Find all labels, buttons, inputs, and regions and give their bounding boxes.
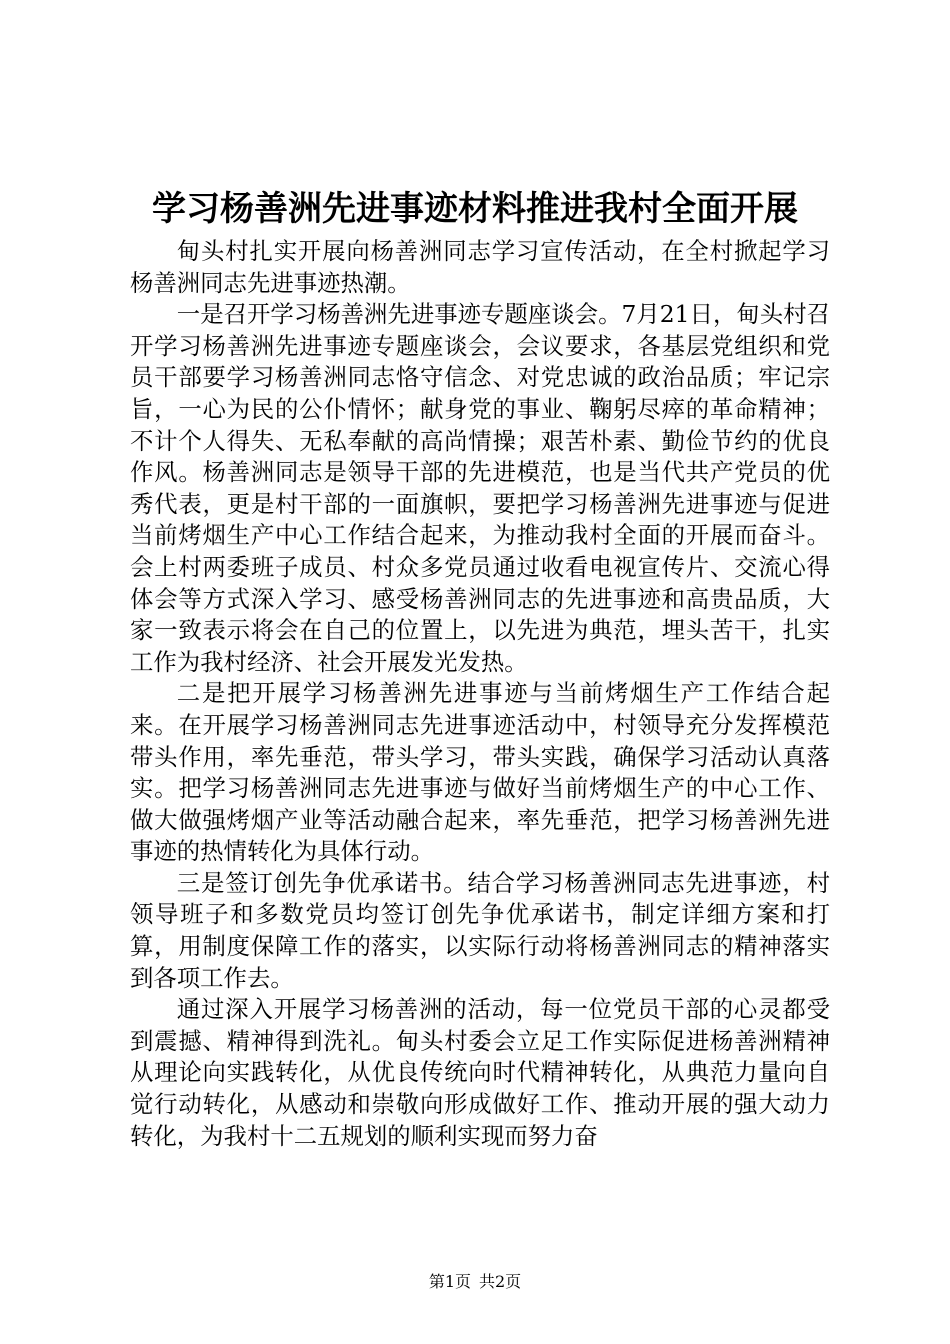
document-title: 学习杨善洲先进事迹材料推进我村全面开展	[152, 189, 798, 229]
paragraph-first-measure: 一是召开学习杨善洲先进事迹专题座谈会。7月21日，甸头村召开学习杨善洲先进事迹专题座谈会，会议要求，各基层党组织和党员干部要学习杨善洲同志恪守信念、对党忠诚的政治品质；牢记宗旨，一心为民的公仆情怀；献身党的事业、鞠躬尽瘁的革命精神；不计个人得失、无私奉献的高尚情操；艰苦朴素、勤俭节约的优良作风。杨善洲同志是领导干部的先进模范，也是当代共产党员的优秀代表，更是村干部的一面旗帜，要把学习杨善洲先进事迹与促进当前烤烟生产中心工作结合起来，为推动我村全面的开展而奋斗。会上村两委班子成员、村众多党员通过收看电视宣传片、交流心得体会等方式深入学习、感受杨善洲同志的先进事迹和高贵品质，大家一致表示将会在自己的位置上，以先进为典范，埋头苦干，扎实工作为我村经济、社会开展发光发热。	[130, 300, 830, 676]
paragraph-second-measure: 二是把开展学习杨善洲先进事迹与当前烤烟生产工作结合起来。在开展学习杨善洲同志先进事迹活动中，村领导充分发挥模范带头作用，率先垂范，带头学习，带头实践，确保学习活动认真落实。把学习杨善洲同志先进事迹与做好当前烤烟生产的中心工作、做大做强烤烟产业等活动融合起来，率先垂范，把学习杨善洲先进事迹的热情转化为具体行动。	[130, 679, 830, 866]
paragraph-intro: 甸头村扎实开展向杨善洲同志学习宣传活动，在全村掀起学习杨善洲同志先进事迹热潮。	[130, 237, 830, 297]
page-footer	[0, 1271, 950, 1293]
paragraph-conclusion: 通过深入开展学习杨善洲的活动，每一位党员干部的心灵都受到震撼、精神得到洗礼。甸头村委会立足工作实际促进杨善洲精神从理论向实践转化，从优良传统向时代精神转化，从典范力量向自觉行动转化，从感动和崇敬向形成做好工作、推动开展的强大动力转化，为我村十二五规划的顺利实现而努力奋	[130, 995, 830, 1150]
document-body	[130, 236, 830, 1152]
paragraph-third-measure: 三是签订创先争优承诺书。结合学习杨善洲同志先进事迹，村领导班子和多数党员均签订创先争优承诺书，制定详细方案和打算，用制度保障工作的落实，以实际行动将杨善洲同志的精神落实到各项工作去。	[130, 868, 830, 992]
page-number-total: 共2页	[479, 1272, 522, 1291]
page-number-current: 第1页	[428, 1272, 471, 1291]
